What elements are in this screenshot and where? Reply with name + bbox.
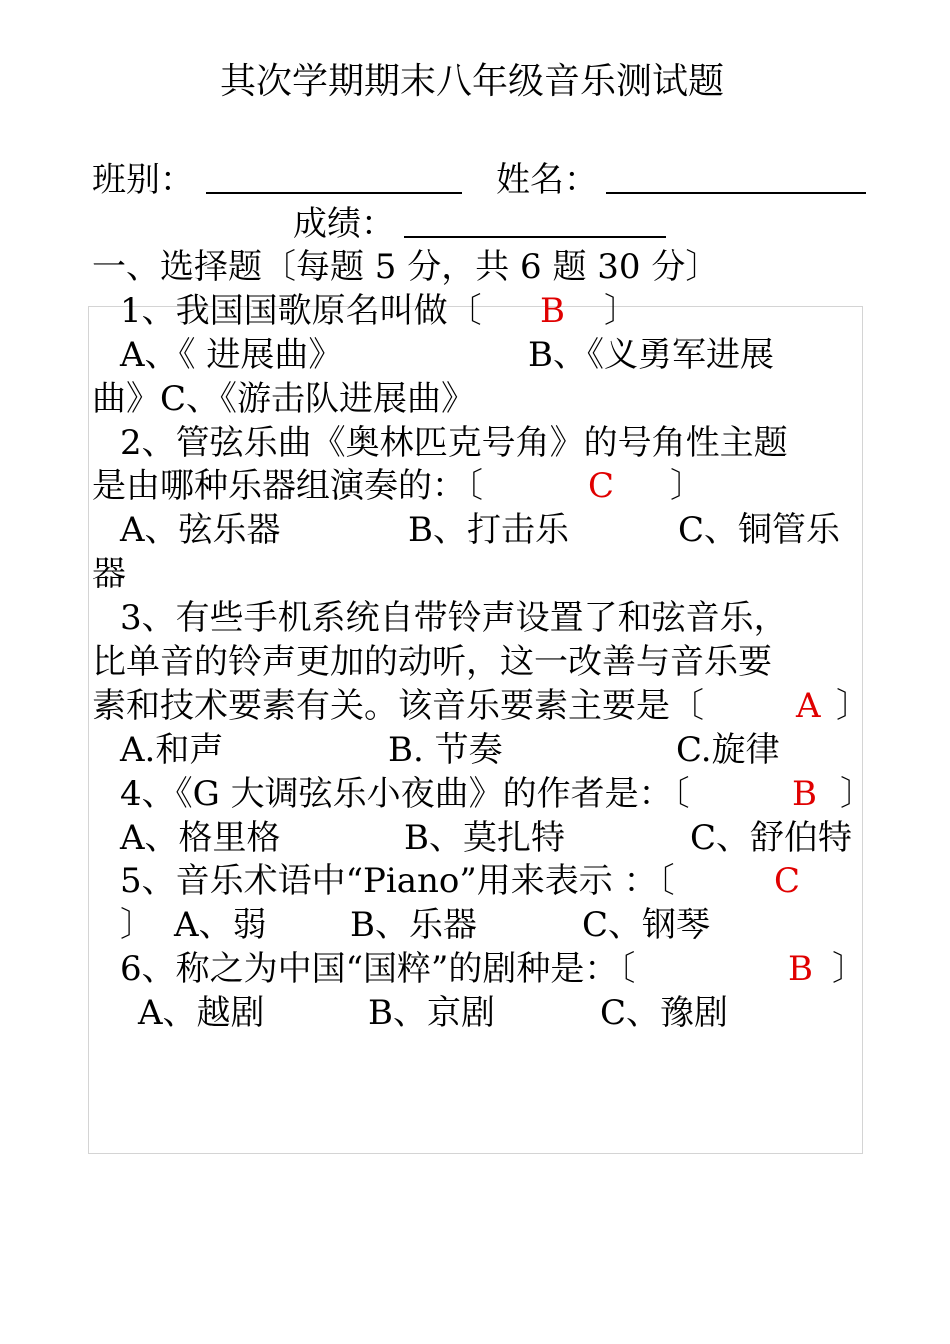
question-4-option-b: B、莫扎特 [404,818,565,858]
question-5-option-b: B、乐器 [350,905,477,945]
question-5-answer: C [774,861,801,901]
class-field[interactable] [206,192,462,194]
question-3-answer: A [796,686,821,726]
class-label: 班别： [92,160,194,200]
score-label: 成绩： [293,204,395,244]
question-4-close: 〕 [840,774,874,814]
question-6-answer: B [788,949,813,989]
question-3-option-c: C.旋律 [676,730,780,770]
section-heading: 一、选择题〔每题 5 分，共 6 题 30 分〕 [92,247,720,287]
question-2-option-c-cont: 器 [92,554,126,594]
page-title: 其次学期期末八年级音乐测试题 [220,61,725,102]
question-2-option-c: C、铜管乐 [678,510,841,550]
question-4-option-c: C、舒伯特 [690,818,853,858]
question-6-option-c: C、豫剧 [600,993,729,1033]
question-2-option-b: B、打击乐 [408,510,569,550]
score-field[interactable] [404,236,666,238]
question-1-answer: B [540,291,565,331]
question-2-close: 〕 [670,466,704,506]
name-label: 姓名： [496,160,598,200]
question-2-answer: C [588,466,615,506]
question-1-option-b: B、《义勇军进展 [528,335,774,375]
question-6-option-b: B、京剧 [368,993,495,1033]
question-1-stem: 1、我国国歌原名叫做〔 [120,291,482,331]
name-field[interactable] [606,192,866,194]
question-4-stem: 4、《G 大调弦乐小夜曲》的作者是：〔 [120,774,690,814]
question-4-answer: B [792,774,817,814]
question-5-stem: 5、音乐术语中“Piano”用来表示 ：〔 [120,861,675,901]
question-5-option-c: C、钢琴 [582,905,711,945]
question-6-stem: 6、称之为中国“国粹”的剧种是：〔 [120,949,636,989]
question-3-line-2: 比单音的铃声更加的动听，这一改善与音乐要 [92,642,772,682]
question-6-close: 〕 [832,949,866,989]
question-1-option-bc-cont: 曲》C、《游击队进展曲》 [92,379,476,419]
question-1-close: 〕 [604,291,638,331]
question-5-option-a: A、弱 [174,905,267,945]
question-2-line-1: 2、管弦乐曲《奥林匹克号角》的号角性主题 [120,423,788,463]
question-2-option-a: A、弦乐器 [120,510,281,550]
question-3-line-3: 素和技术要素有关。该音乐要素主要是〔 [92,686,704,726]
question-3-line-1: 3、有些手机系统自带铃声设置了和弦音乐， [120,598,788,638]
question-2-line-2: 是由哪种乐器组演奏的：〔 [92,466,483,506]
question-6-option-a: A、越剧 [138,993,265,1033]
question-3-option-b: B. 节奏 [388,730,503,770]
question-3-option-a: A.和声 [120,730,224,770]
question-1-option-a: A、《 进展曲》 [120,335,343,375]
question-3-close: 〕 [836,686,870,726]
question-4-option-a: A、格里格 [120,818,281,858]
question-5-close: 〕 [120,905,154,945]
